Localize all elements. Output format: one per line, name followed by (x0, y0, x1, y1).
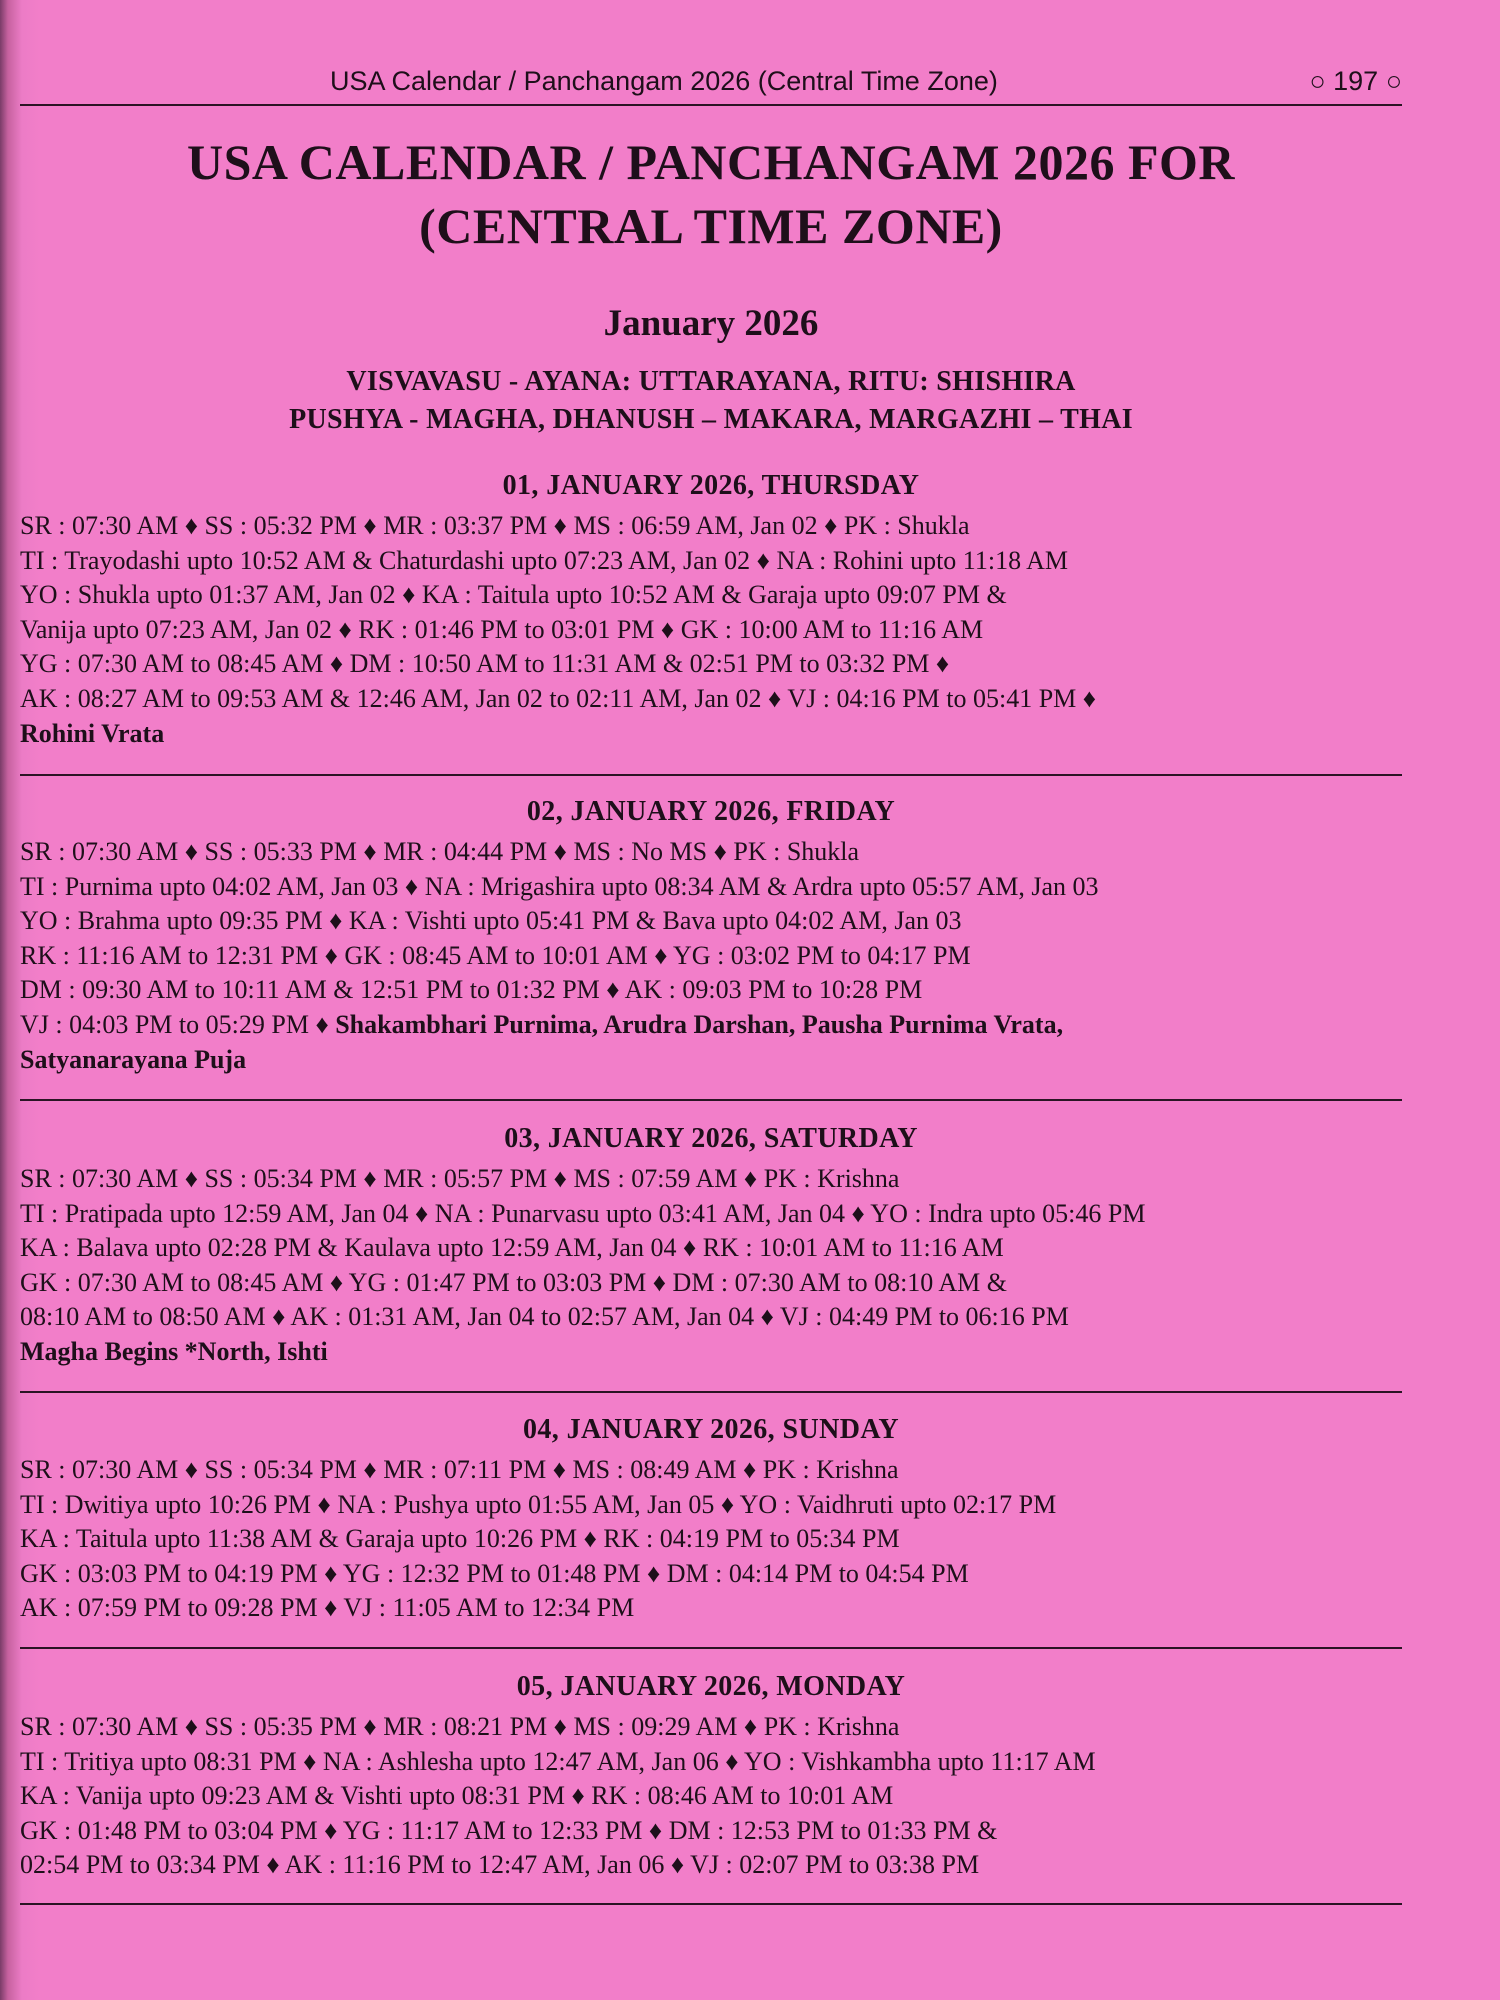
running-header (20, 62, 1402, 106)
day-heading: 05, JANUARY 2026, MONDAY (516, 1671, 906, 1702)
running-title: USA Calendar / Panchangam 2026 (Central Time Zone) (330, 66, 998, 96)
page-number: ○ 197 ○ (1309, 66, 1402, 96)
day-heading: 04, JANUARY 2026, SUNDAY (522, 1414, 899, 1445)
day-detail-line: TI : Dwitiya upto 10:26 PM ♦ NA : Pushya upto 01:55 AM, Jan 05 ♦ YO : Vaidhruti upto 02:17 PM (20, 1489, 1057, 1519)
day-entry-jan-05 (20, 1670, 1402, 1905)
day-detail-line: SR : 07:30 AM ♦ SS : 05:34 PM ♦ MR : 07:11 PM ♦ MS : 08:49 AM ♦ PK : Krishna (20, 1455, 899, 1484)
day-entry-jan-02 (20, 795, 1402, 1101)
day-detail-line: 02:54 PM to 03:34 PM ♦ AK : 11:16 PM to 12:47 AM, Jan 06 ♦ VJ : 02:07 PM to 03:38 PM (20, 1850, 980, 1880)
day-detail-line: AK : 08:27 AM to 09:53 AM & 12:46 AM, Jan 02 to 02:11 AM, Jan 02 ♦ VJ : 04:16 PM to 05:41 PM ♦ (20, 683, 1097, 713)
day-detail-line: 08:10 AM to 08:50 AM ♦ AK : 01:31 AM, Jan 04 to 02:57 AM, Jan 04 ♦ VJ : 04:49 PM to 06:16 PM (20, 1302, 1069, 1332)
day-detail-line: TI : Purnima upto 04:02 AM, Jan 03 ♦ NA : Mrigashira upto 08:34 AM & Ardra upto 05:57 AM, Jan 03 (20, 871, 1099, 901)
day-detail-line: KA : Balava upto 02:28 PM & Kaulava upto 12:59 AM, Jan 04 ♦ RK : 10:01 AM to 11:16 AM (20, 1233, 1004, 1263)
day-detail-line: GK : 03:03 PM to 04:19 PM ♦ YG : 12:32 PM to 01:48 PM ♦ DM : 04:14 PM to 04:54 PM (20, 1558, 969, 1588)
page-title-line-2: (CENTRAL TIME ZONE) (419, 198, 1003, 254)
day-detail-line: YO : Brahma upto 09:35 PM ♦ KA : Vishti upto 05:41 PM & Bava upto 04:02 AM, Jan 03 (20, 906, 962, 936)
day-detail-line: GK : 01:48 PM to 03:04 PM ♦ YG : 11:17 AM to 12:33 PM ♦ DM : 12:53 PM to 01:33 PM & (20, 1815, 998, 1845)
vj-timing: VJ : 04:03 PM to 05:29 PM ♦ (20, 1009, 336, 1039)
festival-text: Rohini Vrata (20, 718, 165, 748)
month-subtitle-2: PUSHYA - MAGHA, DHANUSH – MAKARA, MARGAZHI – THAI (289, 404, 1133, 435)
day-heading: 01, JANUARY 2026, THURSDAY (502, 470, 920, 501)
day-detail-line: TI : Trayodashi upto 10:52 AM & Chaturdashi upto 07:23 AM, Jan 02 ♦ NA : Rohini upto 11:18 AM (20, 545, 1069, 575)
day-entry-jan-04 (20, 1413, 1402, 1649)
day-heading: 03, JANUARY 2026, SATURDAY (504, 1123, 918, 1154)
day-detail-line: YG : 07:30 AM to 08:45 AM ♦ DM : 10:50 AM to 11:31 AM & 02:51 PM to 03:32 PM ♦ (20, 649, 950, 679)
festival-text: Magha Begins *North, Ishti (20, 1336, 328, 1366)
day-detail-line: RK : 11:16 AM to 12:31 PM ♦ GK : 08:45 AM to 10:01 AM ♦ YG : 03:02 PM to 04:17 PM (20, 940, 971, 970)
festival-text: Satyanarayana Puja (20, 1044, 247, 1074)
day-entry-jan-03 (20, 1122, 1402, 1393)
day-detail-line: SR : 07:30 AM ♦ SS : 05:34 PM ♦ MR : 05:57 PM ♦ MS : 07:59 AM ♦ PK : Krishna (20, 1164, 900, 1193)
day-detail-line: Vanija upto 07:23 AM, Jan 02 ♦ RK : 01:46 PM to 03:01 PM ♦ GK : 10:00 AM to 11:16 AM (20, 614, 984, 644)
day-detail-line (20, 1008, 1402, 1043)
day-detail-line: YO : Shukla upto 01:37 AM, Jan 02 ♦ KA : Taitula upto 10:52 AM & Garaja upto 09:07 PM & (20, 580, 1007, 610)
month-title: January 2026 (603, 303, 819, 344)
day-detail-line: SR : 07:30 AM ♦ SS : 05:35 PM ♦ MR : 08:21 PM ♦ MS : 09:29 AM ♦ PK : Krishna (20, 1712, 900, 1741)
day-detail-line: SR : 07:30 AM ♦ SS : 05:32 PM ♦ MR : 03:37 PM ♦ MS : 06:59 AM, Jan 02 ♦ PK : Shukla (20, 511, 970, 540)
page-title-line-1: USA CALENDAR / PANCHANGAM 2026 FOR (186, 134, 1235, 190)
day-detail-line: GK : 07:30 AM to 08:45 AM ♦ YG : 01:47 PM to 03:03 PM ♦ DM : 07:30 AM to 08:10 AM & (20, 1267, 1007, 1297)
day-detail-line: AK : 07:59 PM to 09:28 PM ♦ VJ : 11:05 AM to 12:34 PM (20, 1593, 635, 1623)
day-detail-line: TI : Tritiya upto 08:31 PM ♦ NA : Ashlesha upto 12:47 AM, Jan 06 ♦ YO : Vishkambha upto 11:17 AM (20, 1746, 1096, 1776)
day-detail-line: SR : 07:30 AM ♦ SS : 05:33 PM ♦ MR : 04:44 PM ♦ MS : No MS ♦ PK : Shukla (20, 837, 860, 866)
day-detail-line: DM : 09:30 AM to 10:11 AM & 12:51 PM to 01:32 PM ♦ AK : 09:03 PM to 10:28 PM (20, 975, 923, 1005)
month-subtitle-1: VISVAVASU - AYANA: UTTARAYANA, RITU: SHISHIRA (346, 366, 1076, 397)
day-detail-line: TI : Pratipada upto 12:59 AM, Jan 04 ♦ NA : Punarvasu upto 03:41 AM, Jan 04 ♦ YO : Indra upto 05:46 PM (20, 1198, 1146, 1228)
day-entry-jan-01 (20, 469, 1402, 776)
day-heading: 02, JANUARY 2026, FRIDAY (526, 796, 896, 827)
page-title (20, 130, 1402, 258)
day-detail-line: KA : Vanija upto 09:23 AM & Vishti upto 08:31 PM ♦ RK : 08:46 AM to 10:01 AM (20, 1781, 894, 1811)
festival-text: Shakambhari Purnima, Arudra Darshan, Pausha Purnima Vrata, (335, 1009, 1064, 1039)
day-detail-line: KA : Taitula upto 11:38 AM & Garaja upto 10:26 PM ♦ RK : 04:19 PM to 05:34 PM (20, 1524, 900, 1554)
